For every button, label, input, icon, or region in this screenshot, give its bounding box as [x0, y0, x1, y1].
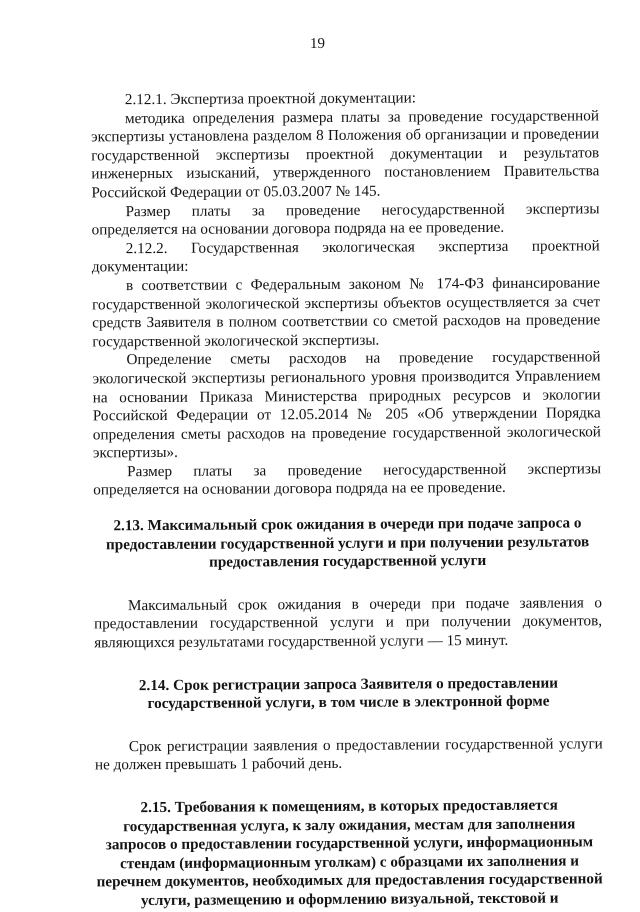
page-number: 19 [309, 35, 326, 53]
paragraph-2-12-2-title: 2.12.2. Государственная экологическая экспертиза проектной документации: [91, 237, 600, 276]
heading-2-15: 2.15. Требования к помещениям, в которых предоставляется государственная услуга, к залу ожидания, местам для заполнения запросов о предоставлении государственной услуги, информационным стендам (информационным уголкам) с образцами их заполнения и перечнем документов, необходимых для предоставления государственной услуги, размещению и оформлению визуальной, текстовой и [96, 796, 603, 910]
paragraph-estimate-definition: Определение сметы расходов на проведение государственной экологической экспертизы регионального уровня производится Управлением на основании Приказа Министерства природных ресурсов и экологии Российской Федерации от 12.05.2014 № 205 «Об утверждении Порядка определения сметы расходов на проведение государственной экологической экспертизы». [92, 348, 601, 462]
paragraph-non-state-fee-1: Размер платы за проведение негосударственной экспертизы определяется на основании договора подряда на ее проведение. [91, 199, 600, 239]
heading-2-13: 2.13. Максимальный срок ожидания в очереди при подаче запроса о предоставлении государственной услуги и при получении результатов предоставления государственной услуги [105, 514, 590, 571]
paragraph-registration-term: Срок регистрации заявления о предоставлении государственной услуги не должен превышать 1 рабочий день. [94, 735, 603, 774]
paragraph-ecological-funding: в соответствии с Федеральным законом № 174-ФЗ финансирование государственной экологической экспертизы объектов осуществляется за счет средств Заявителя в полном соответствии со сметой расходов на проведение государственной экологической экспертизы. [92, 274, 601, 351]
page-content [91, 88, 604, 911]
paragraph-expertise-methodology: методика определения размера платы за проведение государственной экспертизы установлена разделом 8 Положения об организации и проведении государственной экспертизы проектной документации и результатов инженерных изысканий, утвержденного постановлением Правительства Российской Федерации от 05.03.2007 № 145. [91, 106, 600, 202]
heading-2-14: 2.14. Срок регистрации запроса Заявителя о предоставлении государственной услуги, в том числе в электронной форме [138, 674, 559, 713]
paragraph-non-state-fee-2: Размер платы за проведение негосударственной экспертизы определяется на основании договора подряда на ее проведение. [93, 460, 602, 499]
paragraph-2-12-1-title: 2.12.1. Экспертиза проектной документации: [124, 89, 417, 109]
paragraph-max-wait: Максимальный срок ожидания в очереди при подаче заявления о предоставлении государственной услуги и при получении документов, являющихся результатами государственной услуги — 15 минут. [94, 594, 603, 652]
